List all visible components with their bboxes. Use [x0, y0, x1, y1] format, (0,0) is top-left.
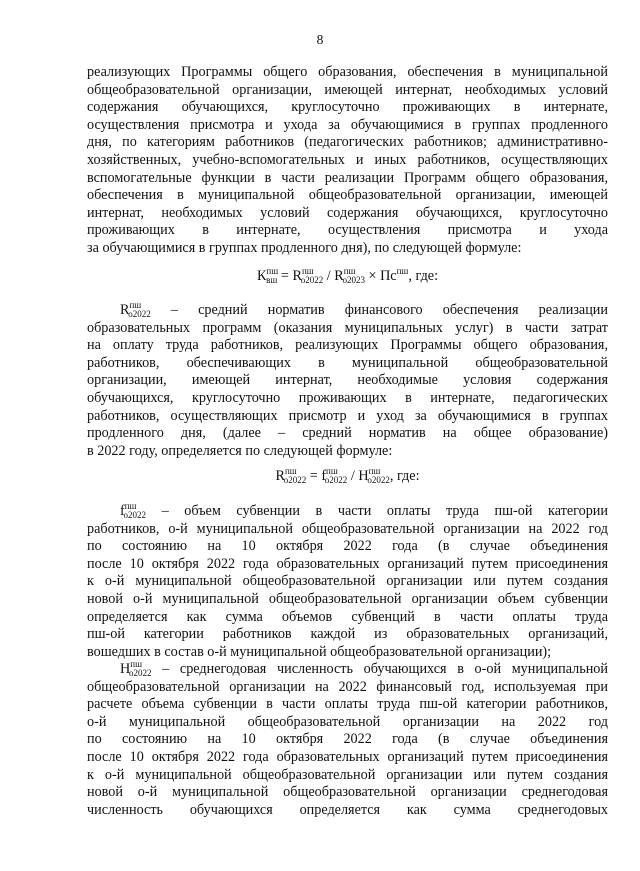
formula-operator: / — [323, 268, 335, 284]
formula-subscript: о2022 — [123, 510, 146, 520]
formula-subscript: о2023 — [342, 275, 365, 285]
formula-subscript: о2022 — [129, 668, 152, 678]
formula-superscript: пш — [284, 466, 297, 476]
text-line — [87, 661, 608, 679]
formula-symbol: R — [334, 268, 344, 284]
text-line: в 2022 году, определяется по следующей формуле: — [87, 442, 393, 459]
text-line — [87, 503, 608, 521]
text-line: после 10 октября 2022 года образовательных организаций путем присоединения — [87, 748, 608, 765]
formula-symbol: R — [292, 268, 302, 284]
formula-superscript: пш — [124, 501, 137, 511]
formula-superscript: пш — [130, 659, 142, 669]
paragraph-intro — [87, 64, 608, 258]
formula-superscript: пш — [301, 266, 314, 276]
text-line: после 10 октября 2022 года образовательных организаций путем присоединения — [87, 555, 608, 572]
text-line: за обучающимися в группах продленного дня), по следующей формуле: — [87, 239, 522, 256]
formula-symbol: Пс — [380, 268, 397, 284]
paragraph-h-definition — [87, 661, 608, 819]
text-line: к о-й муниципальной общеобразовательной организации или путем создания — [87, 766, 608, 783]
formula-r — [87, 468, 608, 485]
text-line: общеобразовательной организации, имеющей интернат, необходимых условий — [87, 81, 608, 98]
formula-symbol: Н — [120, 661, 131, 677]
paragraph-f-definition — [87, 503, 608, 661]
text-span: – среднегодовая численность обучающихся в о-ой муниципальной — [162, 661, 608, 677]
formula-superscript: пш — [368, 466, 381, 476]
text-line: работников, обеспечивающих в муниципальной общеобразовательной — [87, 354, 608, 371]
formula-symbol: R — [275, 468, 285, 484]
formula-tail: , где: — [408, 268, 439, 284]
text-line: по состоянию на 10 октября 2022 года (в случае объединения — [87, 538, 608, 555]
text-span: – объем субвенции в части оплаты труда пш-ой категории — [161, 503, 608, 519]
text-line: реализующих Программы общего образования, обеспечения в муниципальной — [87, 64, 608, 80]
text-line: обеспечения в муниципальной общеобразовательной организации, имеющей — [87, 187, 608, 204]
formula-k — [87, 268, 608, 285]
formula-subscript: о2022 — [128, 309, 151, 319]
page-number: 8 — [316, 32, 324, 47]
text-line: вспомогательные функции в части реализации Программ общего образования, — [87, 169, 608, 186]
text-line: образовательных программ (оказания муниципальных услуг) в части затрат — [87, 319, 608, 336]
text-line: о-й муниципальной общеобразовательной организации на 2022 год — [87, 713, 608, 730]
formula-subscript: о2022 — [324, 475, 348, 485]
formula-superscript: пш — [396, 266, 409, 276]
text-line: общеобразовательной организации на 2022 финансовый год, используемая при — [87, 678, 608, 695]
formula-operator: = — [277, 268, 293, 284]
text-line: пш-ой категории работников каждой из образовательных организаций, — [87, 626, 608, 643]
formula-superscript: пш — [326, 466, 338, 476]
formula-symbol: Н — [358, 468, 369, 484]
text-line: определяется как сумма объемов субвенций в части оплаты труда — [87, 608, 608, 625]
text-line: новой о-й муниципальной общеобразовательной организации объем субвенции — [87, 590, 608, 607]
text-line: работников, о-й муниципальной общеобразовательной организации на 2022 год — [87, 520, 608, 537]
formula-subscript: о2022 — [283, 475, 307, 485]
text-line: обучающихся, круглосуточно проживающих в интернате, педагогических — [87, 389, 608, 406]
formula-superscript: пш — [266, 266, 279, 276]
formula-symbol: R — [120, 302, 130, 318]
text-line: на оплату труда работников, реализующих Программы общего образования, — [87, 337, 608, 354]
text-line: хозяйственных, учебно-вспомогательных и иных работников, осуществляющих — [87, 151, 608, 168]
formula-tail: , где: — [389, 468, 420, 484]
text-line: дня, по категориям работников (педагогических работников; административно- — [87, 134, 608, 151]
formula-symbol: f — [321, 468, 327, 484]
formula-symbol: f — [120, 503, 125, 519]
formula-subscript: о2022 — [367, 475, 390, 485]
formula-superscript: пш — [129, 300, 142, 310]
formula-subscript: вш — [266, 275, 278, 285]
paragraph-r-definition — [87, 302, 608, 460]
formula-symbol: К — [256, 268, 267, 284]
text-line: осуществления присмотра и ухода за обучающимися в группах продленного — [87, 116, 608, 133]
text-line: по состоянию на 10 октября 2022 года (в случае объединения — [87, 731, 608, 748]
text-line: к о-й муниципальной общеобразовательной организации или путем создания — [87, 573, 608, 590]
text-line: интернат, необходимых условий содержания обучающихся, круглосуточно — [87, 204, 608, 221]
text-line: продленного дня, (далее – средний норматив на общее образование) — [87, 425, 608, 442]
text-line: организации, имеющей интернат, необходимые условия содержания — [87, 372, 608, 389]
formula-operator: = — [306, 468, 322, 484]
formula-subscript: о2022 — [300, 275, 324, 285]
text-line: содержания обучающихся, круглосуточно проживающих в интернате, — [87, 99, 608, 116]
text-line: расчете объема субвенции в части оплаты труда пш-ой категории работников, — [87, 696, 608, 713]
text-line — [87, 302, 608, 320]
text-line: новой о-й муниципальной общеобразовательной организации среднегодовая — [87, 784, 608, 801]
text-span: – средний норматив финансового обеспечения реализации — [170, 302, 608, 318]
text-line: вошедших в состав о-й муниципальной общеобразовательной организации); — [87, 643, 552, 660]
formula-operator: / — [347, 468, 359, 484]
formula-superscript: пш — [343, 266, 356, 276]
text-line: работников, осуществляющих присмотр и уход за обучающимися в группах — [87, 407, 608, 424]
text-line: численность обучающихся определяется как сумма среднегодовых — [87, 801, 608, 818]
text-line: проживающих в интернате, осуществления присмотра и ухода — [87, 222, 608, 239]
formula-operator: × — [364, 268, 381, 284]
